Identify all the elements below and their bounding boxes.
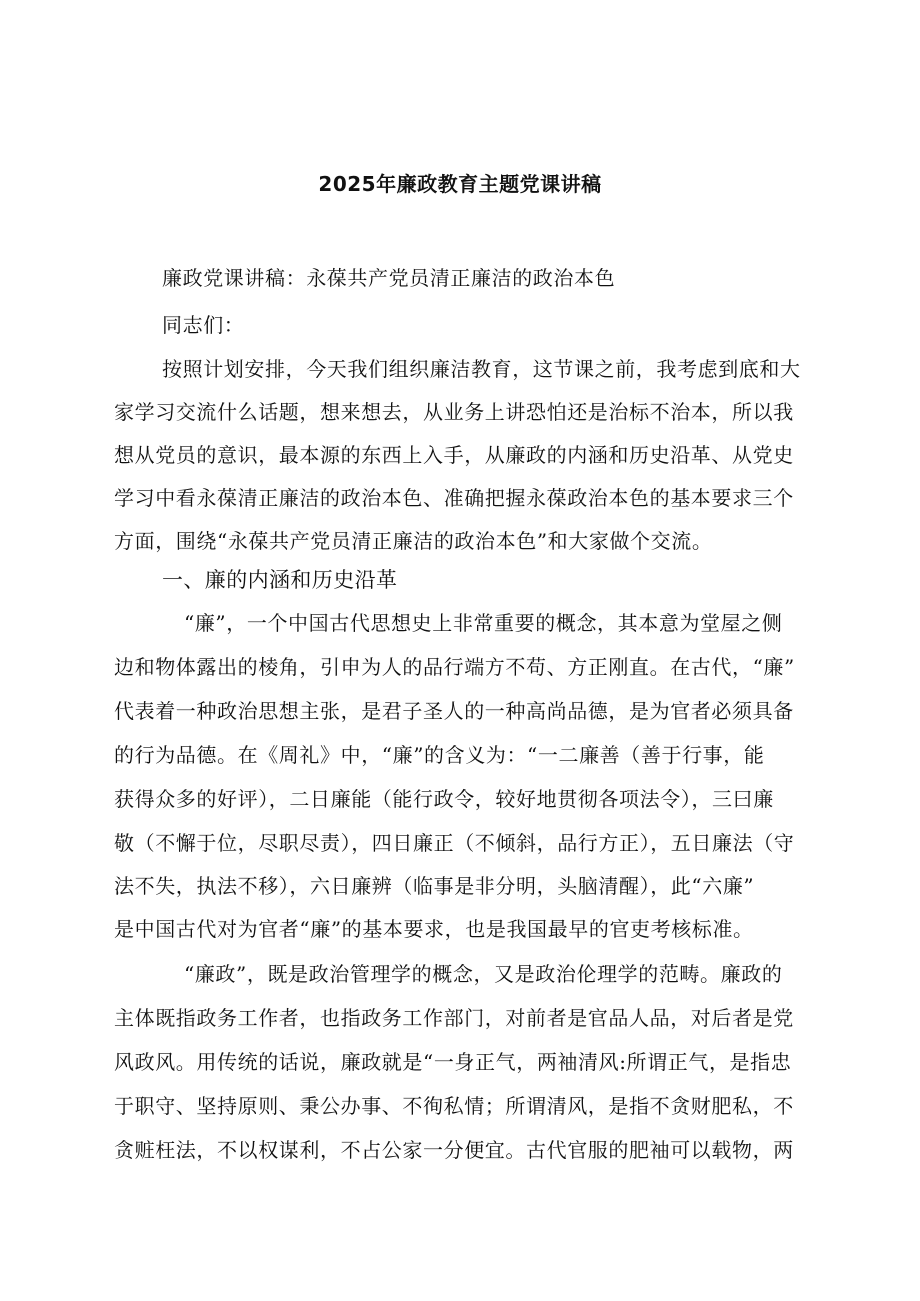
paragraph-line: 于职守、坚持原则、秉公办事、不徇私情；所谓清风，是指不贪财肥私，不 <box>114 1094 794 1118</box>
intro-line: 想从党员的意识，最本源的东西上入手，从廉政的内涵和历史沿革、从党史 <box>114 443 794 467</box>
paragraph-line: 边和物体露出的棱角，引申为人的品行端方不苟、方正刚直。在古代，“廉” <box>114 655 795 679</box>
document-title: 2025年廉政教育主题党课讲稿 <box>318 172 602 196</box>
paragraph-line: 法不失，执法不移），六日廉辨（临事是非分明，头脑清醒），此“六廉” <box>114 874 755 898</box>
paragraph-line: 是中国古代对为官者“廉”的基本要求，也是我国最早的官吏考核标准。 <box>114 917 754 941</box>
paragraph-line: 代表着一种政治思想主张，是君子圣人的一种高尚品德，是为官者必须具备 <box>114 699 794 723</box>
paragraph-line: “廉政”，既是政治管理学的概念，又是政治伦理学的范畴。廉政的 <box>184 962 783 986</box>
paragraph-line: 主体既指政务工作者，也指政务工作部门，对前者是官品人品，对后者是党 <box>114 1006 794 1030</box>
paragraph-line: 风政风。用传统的话说，廉政就是“一身正气，两袖清风:所谓正气，是指忠 <box>114 1050 792 1074</box>
salutation: 同志们： <box>162 313 245 337</box>
document-subtitle: 廉政党课讲稿：永葆共产党员清正廉洁的政治本色 <box>162 266 616 290</box>
paragraph-line: 的行为品德。在《周礼》中，“廉”的含义为：“一二廉善（善于行事，能 <box>114 743 765 767</box>
paragraph-line: 获得众多的好评），二日廉能（能行政令，较好地贯彻各项法令），三曰廉 <box>114 787 774 811</box>
section-heading: 一、廉的内涵和历史沿革 <box>162 568 398 592</box>
intro-line: 按照计划安排，今天我们组织廉洁教育，这节课之前，我考虑到底和大 <box>162 357 801 381</box>
intro-line: 家学习交流什么话题，想来想去，从业务上讲恐怕还是治标不治本，所以我 <box>114 400 794 424</box>
paragraph-line: “廉”，一个中国古代思想史上非常重要的概念，其本意为堂屋之侧 <box>184 611 783 635</box>
paragraph-line: 敬（不懈于位，尽职尽责），四日廉正（不倾斜，品行方正），五日廉法（守 <box>114 831 795 855</box>
intro-line: 方面，围绕“永葆共产党员清正廉洁的政治本色”和大家做个交流。 <box>114 529 713 553</box>
paragraph-line: 贪赃枉法，不以权谋利，不占公家一分便宜。古代官服的肥袖可以载物，两 <box>114 1138 794 1162</box>
intro-line: 学习中看永葆清正廉洁的政治本色、准确把握永葆政治本色的基本要求三个 <box>114 486 794 510</box>
